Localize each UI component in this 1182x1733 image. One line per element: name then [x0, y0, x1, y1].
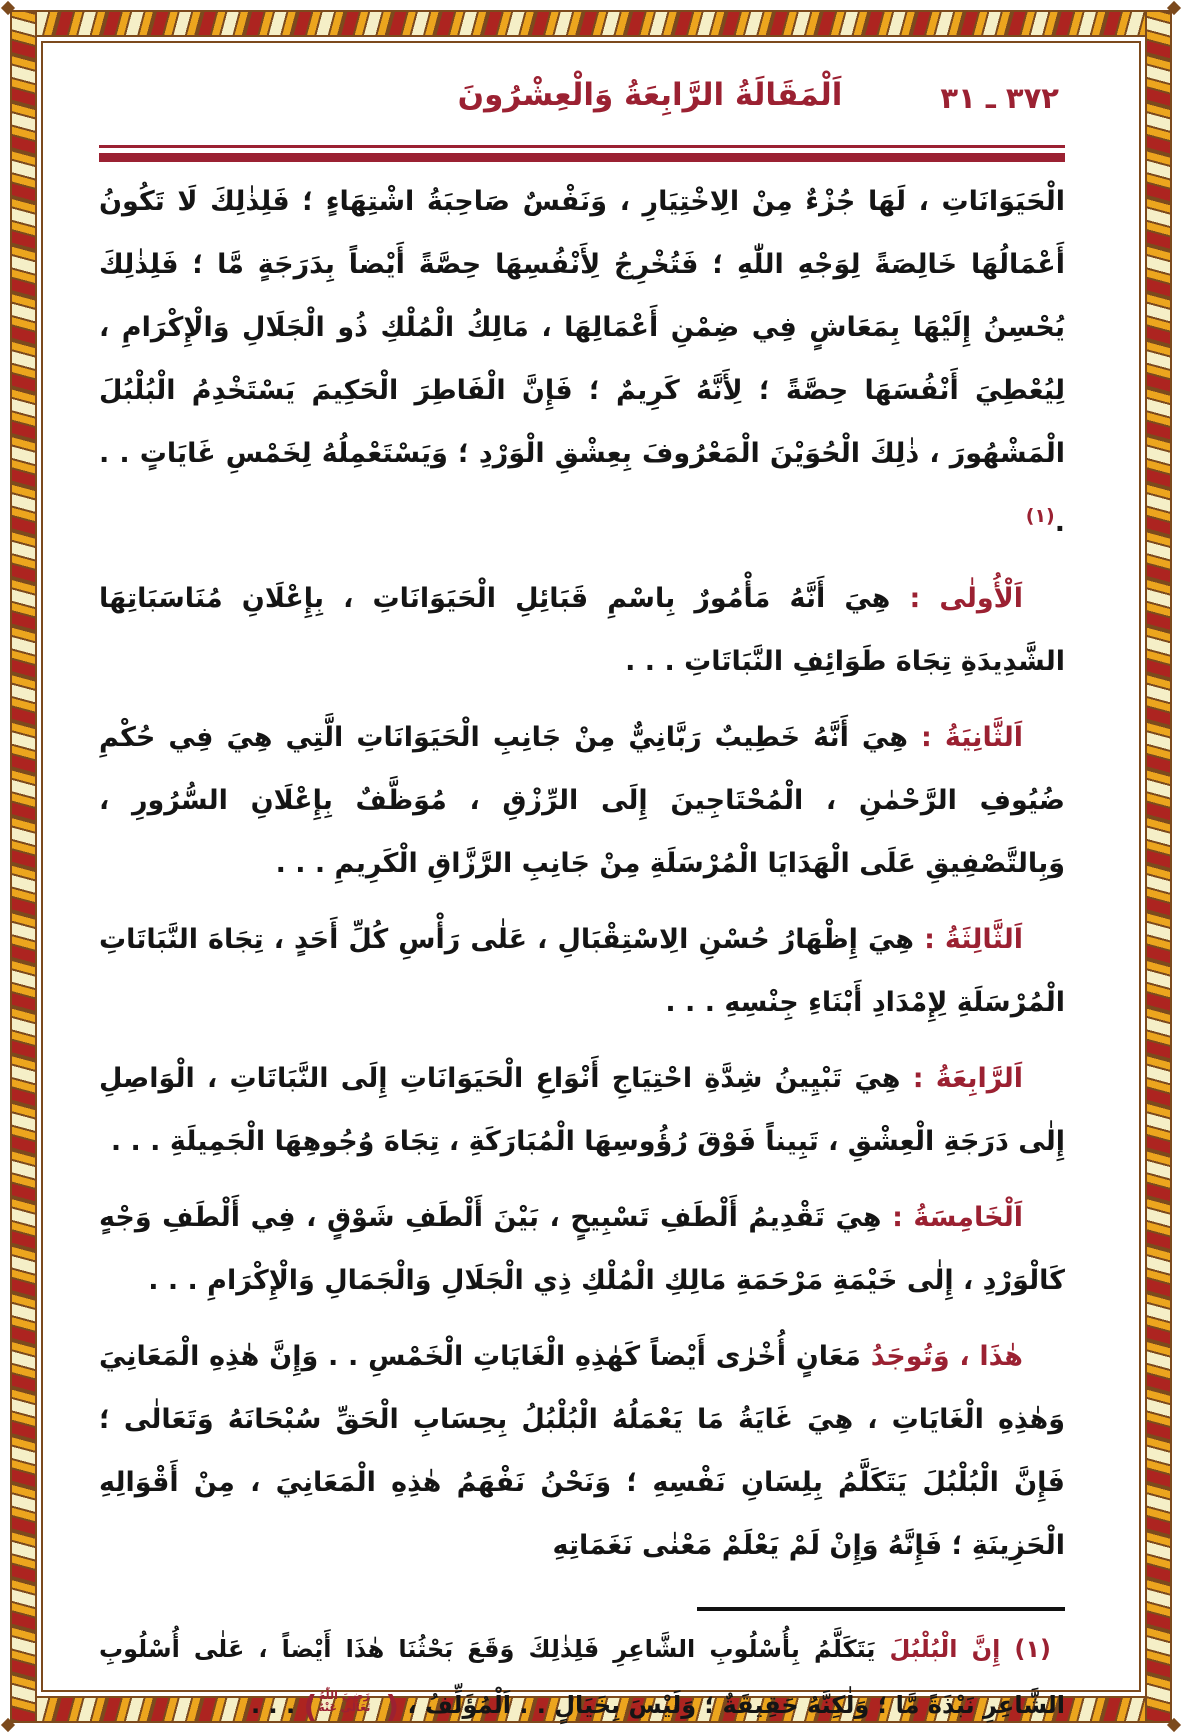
page-number: ٣٧٢ ـ ٣١ — [940, 81, 1059, 115]
seal-close-paren: ) — [303, 1690, 318, 1725]
header-separator — [99, 145, 1065, 162]
paragraph-text: هِيَ إِظْهَارُ حُسْنِ الِاسْتِقْبَالِ ، عَلٰى رَأْسِ كُلِّ أَحَدٍ ، تِجَاهَ النَّبَاتَاتِ الْمُرْسَلَةِ لِإِمْدَادِ أَبْنَاءِ جِنْسِهِ . . . — [99, 924, 1065, 1018]
paragraph-text: الْحَيَوَانَاتِ ، لَهَا جُزْءٌ مِنْ الِاخْتِيَارِ ، وَنَفْسٌ صَاحِبَةُ اشْتِهَاءٍ ؛ فَلِذٰلِكَ لَا تَكُونُ أَعْمَالُهَا خَالِصَةً لِوَجْهِ اللّٰهِ ؛ فَتُخْرِجُ لِأَنْفُسِهَا حِصَّةً أَيْضاً بِدَرَجَةٍ مَّا ؛ فَلِذٰلِكَ يُحْسِنُ إِلَيْهَا بِمَعَاشٍ فِي ضِمْنِ أَعْمَالِهَا ، مَالِكُ الْمُلْكِ ذُو الْجَلَالِ وَالْإِكْرَامِ ، لِيُعْطِيَ أَنْفُسَهَا حِصَّةً ؛ لِأَنَّهُ كَرِيمٌ ؛ فَإِنَّ الْفَاطِرَ الْحَكِيمَ يَسْتَخْدِمُ الْبُلْبُلَ الْمَشْهُورَ ، ذٰلِكَ الْحُوَيْنَ الْمَعْرُوفَ بِعِشْقِ الْوَرْدِ ؛ وَيَسْتَعْمِلُهُ لِخَمْسِ غَايَاتٍ . . . — [99, 186, 1065, 538]
paragraph-fourth-aim — [99, 1047, 1065, 1173]
section-label: اَلْأُولٰى : — [909, 583, 1023, 614]
blessing-seal-calligraphy — [317, 1690, 385, 1713]
footnote-text — [99, 1621, 1065, 1733]
paragraph-text: هِيَ تَبْيِينُ شِدَّةِ احْتِيَاجِ أَنْوَاعِ الْحَيَوَانَاتِ إِلَى النَّبَاتَاتِ ، الْوَاصِلِ إِلٰى دَرَجَةِ الْعِشْقِ ، تَبِيناً فَوْقَ رُؤُوسِهَا الْمُبَارَكَةِ ، تِجَاهَ وُجُوهِهَا الْجَمِيلَةِ . . . — [99, 1063, 1065, 1157]
footnote — [99, 1607, 1065, 1733]
paragraph-third-aim — [99, 908, 1065, 1034]
footnote-lead: إِنَّ الْبُلْبُلَ — [889, 1635, 1001, 1663]
paragraph-fifth-aim — [99, 1186, 1065, 1312]
paragraph-text: هِيَ أَنَّهُ خَطِيبٌ رَبَّانِيٌّ مِنْ جَانِبِ الْحَيَوَانَاتِ الَّتِي هِيَ فِي حُكْمِ ضُيُوفِ الرَّحْمٰنِ ، الْمُحْتَاجِينَ إِلَى الرِّزْقِ ، مُوَظَّفٌ بِإِعْلَانِ السُّرُورِ ، وَبِالتَّصْفِيقِ عَلَى الْهَدَايَا الْمُرْسَلَةِ مِنْ جَانِبِ الرَّزَّاقِ الْكَرِيمِ . . . — [99, 722, 1065, 879]
paragraph-text: هِيَ تَقْدِيمُ أَلْطَفِ تَسْبِيحٍ ، بَيْنَ أَلْطَفِ شَوْقٍ ، فِي أَلْطَفِ وَجْهٍ كَالْوَرْدِ ، إِلٰى خَيْمَةِ مَرْحَمَةِ مَالِكِ الْمُلْكِ ذِي الْجَلَالِ وَالْجَمَالِ وَالْإِكْرَامِ . . . — [99, 1202, 1065, 1296]
paragraph-closing — [99, 1325, 1065, 1577]
footnote-rule — [697, 1607, 1065, 1611]
footnote-ref: (١) — [1025, 505, 1055, 527]
footnote-trailing-dots: . . . — [251, 1691, 296, 1719]
closing-lead: هٰذَا ، وَتُوجَدُ — [870, 1341, 1023, 1372]
paragraph-text: هِيَ أَنَّهُ مَأْمُورٌ بِاسْمِ قَبَائِلِ الْحَيَوَانَاتِ ، بِإِعْلَانِ مُنَاسَبَاتِهَا الشَّدِيدَةِ تِجَاهَ طَوَائِفِ النَّبَاتَاتِ . . . — [99, 583, 1065, 677]
section-label: اَلثَّالِثَةُ : — [924, 924, 1023, 955]
section-label: اَلرَّابِعَةُ : — [912, 1063, 1023, 1094]
seal-top-text: رَضِيَ اللّٰهُ — [318, 1689, 370, 1703]
page-content — [45, 45, 1137, 1725]
border-band-right — [1145, 10, 1172, 1723]
separator-thin-rule — [99, 145, 1065, 148]
separator-thick-rule — [99, 153, 1065, 162]
footnote-marker: (١) — [1014, 1635, 1051, 1663]
body-text — [99, 170, 1065, 1577]
paragraph-second-aim — [99, 706, 1065, 895]
border-band-left — [10, 10, 37, 1723]
paragraph-text: مَعَانٍ أُخْرٰى أَيْضاً كَهٰذِهِ الْغَايَاتِ الْخَمْسِ . . وَإِنَّ هٰذِهِ الْمَعَانِيَ وَهٰذِهِ الْغَايَاتِ ، هِيَ غَايَةُ مَا يَعْمَلُهُ الْبُلْبُلُ بِحِسَابِ الْحَقِّ سُبْحَانَهُ وَتَعَالٰى ؛ فَإِنَّ الْبُلْبُلَ يَتَكَلَّمُ بِلِسَانِ نَفْسِهِ ؛ وَنَحْنُ نَفْهَمُ هٰذِهِ الْمَعَانِيَ ، مِنْ أَقْوَالِهِ الْحَزِينَةِ ؛ فَإِنَّهُ وَإِنْ لَمْ يَعْلَمْ مَعْنٰى نَغَمَاتِهِ — [99, 1341, 1065, 1561]
seal-open-paren: ( — [385, 1690, 400, 1725]
footnote-body: يَتَكَلَّمُ بِأُسْلُوبِ الشَّاعِرِ فَلِذٰلِكَ وَقَعَ بَحْثُنَا هٰذَا أَيْضاً ، عَلٰى أُسْلُوبِ الشَّاعِرِ نَبْذَةً مَّا ؛ وَلٰكِنَّهُ حَقِيقَةٌ ؛ وَلَيْسَ بِخَيَالٍ . . اَلْمُؤَلِّفُ ، — [99, 1635, 1065, 1719]
blessing-seal — [303, 1689, 400, 1725]
border-band-top — [10, 10, 1172, 37]
page-title: اَلْمَقَالَةُ الرَّابِعَةُ وَالْعِشْرُونَ — [457, 77, 843, 113]
paragraph-first-aim — [99, 567, 1065, 693]
section-label: اَلْخَامِسَةُ : — [892, 1202, 1023, 1233]
seal-bottom-text: تَعَالٰى عَنْهُ — [318, 1701, 371, 1714]
paragraph-continuation — [99, 170, 1065, 554]
section-label: اَلثَّانِيَةُ : — [921, 722, 1023, 753]
page-header — [99, 71, 1065, 131]
